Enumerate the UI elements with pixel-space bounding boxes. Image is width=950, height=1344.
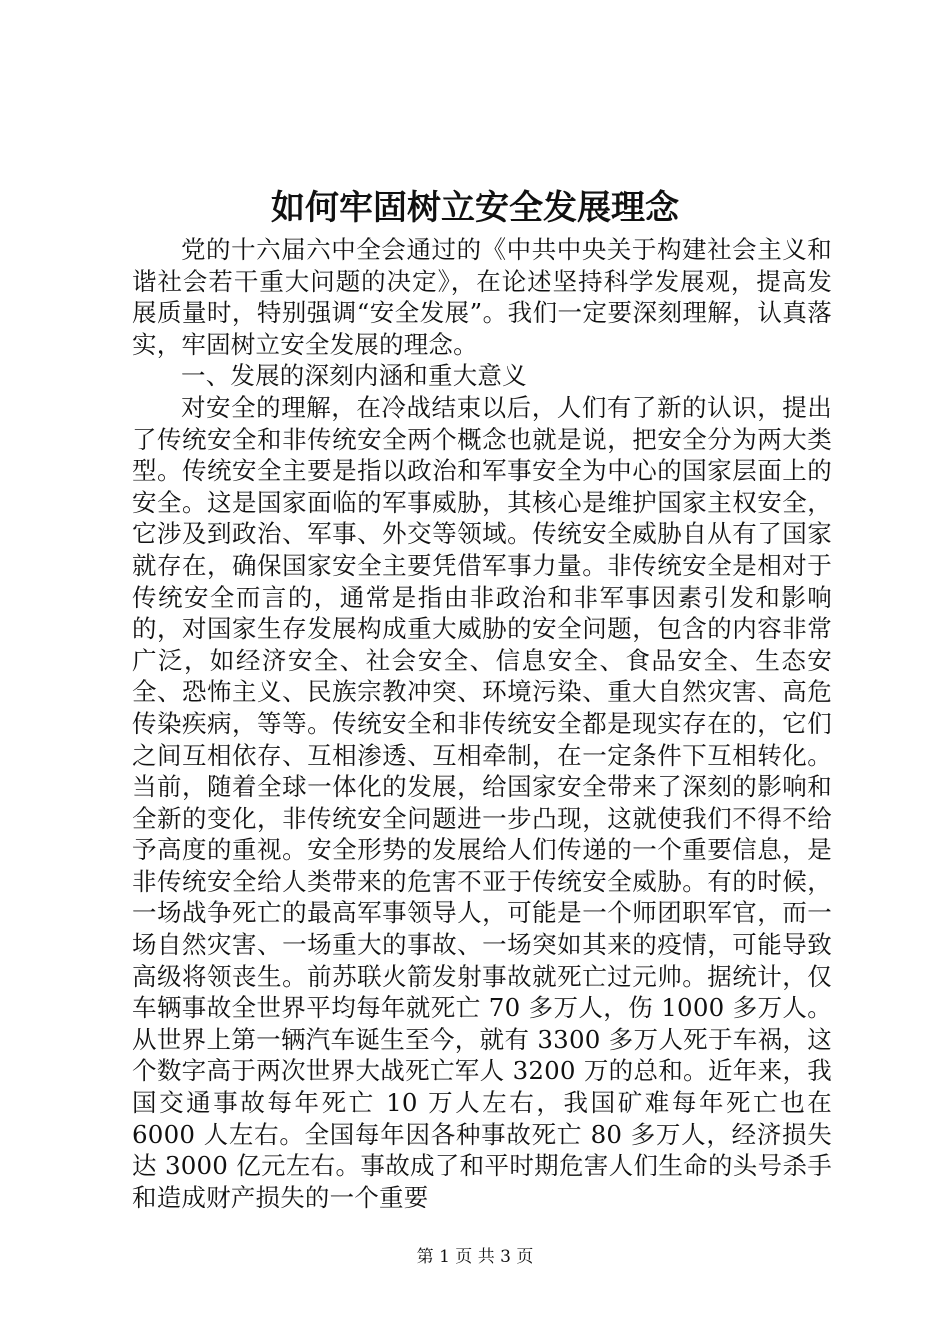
page-footer: 第 1 页 共 3 页 bbox=[416, 1247, 534, 1267]
section-heading: 一、发展的深刻内涵和重大意义 bbox=[181, 361, 527, 391]
document-title: 如何牢固树立安全发展理念 bbox=[271, 188, 679, 228]
paragraph-intro: 党的十六届六中全会通过的《中共中央关于构建社会主义和谐社会若干重大问题的决定》，在论述坚持科学发展观，提高发展质量时，特别强调“安全发展”。我们一定要深刻理解，认真落实，牢固树立安全发展的理念。 bbox=[132, 235, 832, 359]
document-body bbox=[132, 234, 832, 1213]
paragraph-main: 对安全的理解，在冷战结束以后，人们有了新的认识，提出了传统安全和非传统安全两个概念也就是说，把安全分为两大类型。传统安全主要是指以政治和军事安全为中心的国家层面上的安全。这是国家面临的军事威胁，其核心是维护国家主权安全，它涉及到政治、军事、外交等领域。传统安全威胁自从有了国家就存在，确保国家安全主要凭借军事力量。非传统安全是相对于传统安全而言的，通常是指由非政治和非军事因素引发和影响的，对国家生存发展构成重大威胁的安全问题，包含的内容非常广泛，如经济安全、社会安全、信息安全、食品安全、生态安全、恐怖主义、民族宗教冲突、环境污染、重大自然灾害、高危传染疾病，等等。传统安全和非传统安全都是现实存在的，它们之间互相依存、互相渗透、互相牵制，在一定条件下互相转化。当前，随着全球一体化的发展，给国家安全带来了深刻的影响和全新的变化，非传统安全问题进一步凸现，这就使我们不得不给予高度的重视。安全形势的发展给人们传递的一个重要信息，是非传统安全给人类带来的危害不亚于传统安全威胁。有的时候，一场战争死亡的最高军事领导人，可能是一个师团职军官，而一场自然灾害、一场重大的事故、一场突如其来的疫情，可能导致高级将领丧生。前苏联火箭发射事故就死亡过元帅。据统计，仅车辆事故全世界平均每年就死亡 70 多万人，伤 1000 多万人。从世界上第一辆汽车诞生至今，就有 3300 多万人死于车祸，这个数字高于两次世界大战死亡军人 3200 万的总和。近年来，我国交通事故每年死亡 10 万人左右，我国矿难每年死亡也在 6000 人左右。全国每年因各种事故死亡 80 多万人，经济损失达 3000 亿元左右。事故成了和平时期危害人们生命的头号杀手和造成财产损失的一个重要 bbox=[132, 392, 832, 1212]
